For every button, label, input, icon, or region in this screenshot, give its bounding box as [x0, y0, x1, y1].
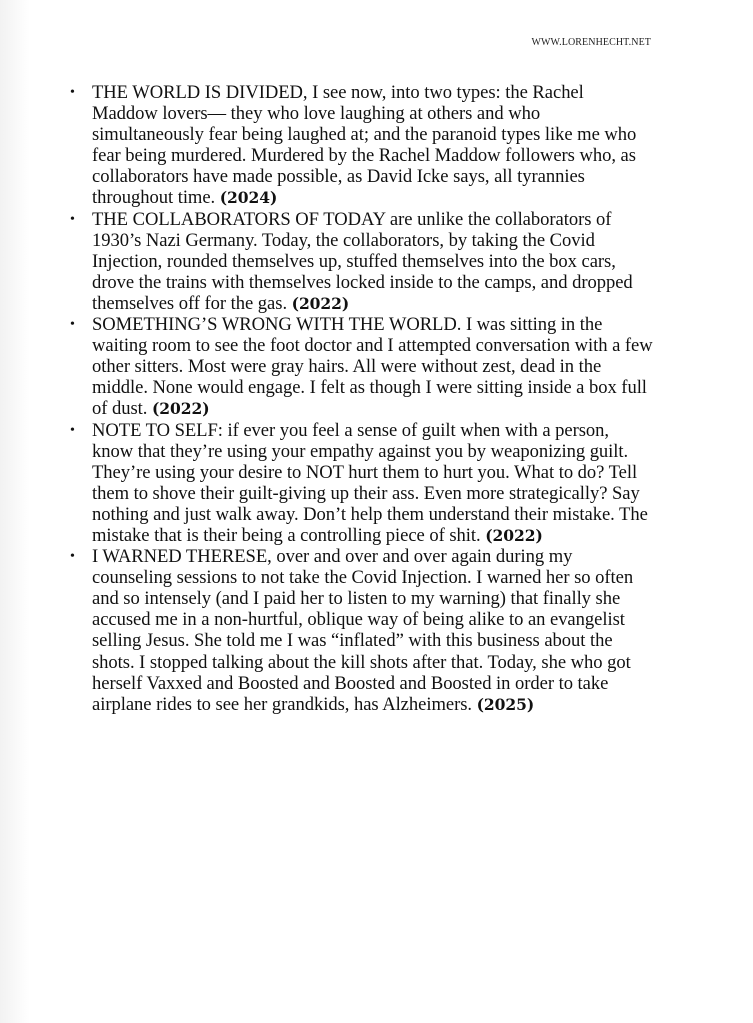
entry-year: (2022) — [152, 399, 210, 419]
entry-item — [70, 208, 654, 314]
bullet-icon: • — [70, 211, 75, 227]
site-url-header: WWW.LORENHECHT.NET — [531, 37, 651, 48]
bullet-icon: • — [70, 317, 75, 333]
entry-text: THE WORLD IS DIVIDED, I see now, into two types: the Rachel Maddow lovers— they who love laughing at others and who simultaneously fear being laughed at; and the paranoid types like me who fear being murdered. Murdered by the Rachel Maddow followers who, as collaborators have made possible, as David Icke says, all tyrannies throughout time. — [92, 82, 637, 209]
entry-item — [70, 314, 654, 420]
entry-text: I WARNED THERESE, over and over and over again during my counseling sessions to not take the Covid Injection. I warned her so often and so intensely (and I paid her to listen to my warning) that finally she accused me in a non-hurtful, oblique way of being alike to an evangelist selling Jesus. She told me I was “inflated” with this business about the shots. I stopped talking about the kill shots after that. Today, she who got herself Vaxxed and Boosted and Boosted and Boosted in order to take airplane rides to see her grandkids, has Alzheimers. — [92, 546, 634, 715]
entry-text: NOTE TO SELF: if ever you feel a sense of guilt when with a person, know that they’re using your empathy against you by weaponizing guilt. They’re using your desire to NOT hurt them to hurt you. What to do? Tell them to shove their guilt-giving up their ass. Even more strategically? Say nothing and just walk away. Don’t help them understand their mistake. The mistake that is their being a controlling piece of shit. — [92, 419, 648, 546]
bullet-icon: • — [70, 422, 75, 438]
bullet-icon: • — [70, 85, 75, 100]
page-edge-shadow — [0, 0, 30, 1023]
entry-year: (2025) — [476, 694, 535, 714]
entry-year: (2022) — [291, 293, 350, 313]
entry-item — [70, 546, 654, 715]
bullet-icon: • — [70, 549, 75, 565]
entry-text: SOMETHING’S WRONG WITH THE WORLD. I was sitting in the waiting room to see the foot doctor and I attempted conversation with a few other sitters. Most were gray hairs. All were without zest, dead in the middle. None would engage. I felt as though I were sitting inside a box full of dust. — [92, 314, 653, 420]
entry-item — [70, 82, 654, 209]
entry-year: (2024) — [219, 188, 278, 208]
entry-list — [70, 82, 654, 715]
entry-text: THE COLLABORATORS OF TODAY are unlike the collaborators of 1930’s Nazi Germany. Today, the collaborators, by taking the Covid Injection, rounded themselves up, stuffed themselves into the box cars, drove the trains with themselves locked inside to the camps, and dropped themselves off for the gas. — [92, 208, 633, 314]
entry-year: (2022) — [485, 525, 543, 545]
entry-item — [70, 419, 654, 547]
